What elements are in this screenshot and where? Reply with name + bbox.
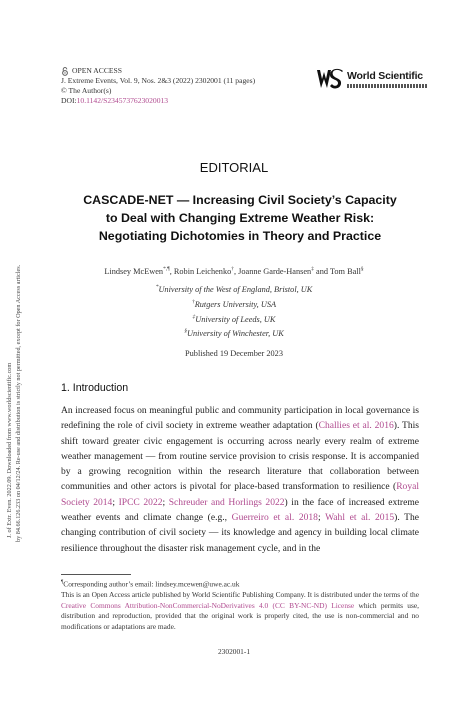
citation-link[interactable]: Royal Society 2014	[61, 481, 419, 508]
author-list	[0, 266, 468, 276]
license-text: which permits use, distribution and reproduction, provided that the original work is properly cited, the use is non-commercial and no modifications or adaptations are made.	[61, 600, 419, 631]
logo-subtitle-strip	[347, 84, 427, 88]
author-mark: ‡	[311, 266, 314, 272]
citation-separator: ;	[162, 496, 169, 508]
citation-link[interactable]: Challies et al. 2016	[318, 420, 394, 432]
affiliation-mark: §	[184, 328, 187, 335]
doi-row	[61, 96, 255, 106]
corresponding-author-note	[61, 578, 419, 590]
citation-link[interactable]: Wahl et al. 2015	[325, 512, 395, 524]
body-paragraph	[61, 403, 419, 556]
title-line-2: to Deal with Changing Extreme Weather Risk:	[105, 211, 375, 225]
affiliations	[0, 281, 468, 340]
citation-separator: ;	[317, 512, 326, 524]
title-line-1: CASCADE-NET — Increasing Civil Society’s Capacity	[83, 193, 397, 207]
affiliation-text: University of the West of England, Bristol, UK	[158, 284, 313, 294]
affiliation-mark: †	[191, 298, 195, 305]
author-name: Lindsey McEwen	[104, 266, 164, 276]
affiliation-mark: ‡	[192, 313, 196, 320]
author-name: Robin Leichenko	[173, 266, 232, 276]
author-separator: and	[313, 266, 330, 276]
affiliation-text: Rutgers University, USA	[194, 299, 277, 309]
author-separator: ,	[234, 266, 239, 276]
license-note	[61, 590, 419, 632]
affiliation-text: University of Winchester, UK	[186, 329, 284, 339]
affiliation	[0, 296, 468, 311]
license-text: This is an Open Access article published by World Scientific Publishing Company. It is distributed under the terms of the	[61, 590, 419, 600]
footnote-rule	[61, 574, 131, 575]
affiliation	[0, 281, 468, 296]
doi-label: DOI:	[61, 96, 77, 105]
open-access-lock-icon	[61, 67, 69, 76]
logo-text-block	[347, 70, 427, 88]
author-separator: ,	[169, 266, 174, 276]
citation-link[interactable]: Schreuder and Horlings 2022	[168, 496, 285, 508]
author-mark: *,¶	[163, 266, 170, 272]
body-text: ) in the face of increased extreme weather events and climate change (e.g.,	[61, 496, 419, 524]
world-scientific-emblem-icon	[316, 67, 344, 91]
author-name: Joanne Garde-Hansen	[238, 266, 312, 276]
affiliation	[0, 311, 468, 326]
journal-citation: J. Extreme Events, Vol. 9, Nos. 2&3 (2022) 2302001 (11 pages)	[61, 76, 256, 85]
page-number: 2302001-1	[217, 647, 251, 656]
author-mark: †	[231, 266, 234, 272]
published-date: Published 19 December 2023	[185, 349, 283, 358]
license-link[interactable]: Creative Commons Attribution-NonCommercial-NoDerivatives 4.0 (CC BY-NC-ND) License	[61, 600, 355, 610]
author-name: Tom Ball	[329, 266, 361, 276]
affiliation-text: University of Leeds, UK	[195, 314, 276, 324]
publisher-name: World Scientific	[347, 70, 423, 82]
title-line-3: Negotiating Dichotomies in Theory and Practice	[98, 229, 382, 243]
body-text: ). The changing contribution of civil society — its knowledge and agency in building local climate resilience throughout the disaster risk management cycle, and in the	[61, 512, 420, 554]
citation-link[interactable]: IPCC 2022	[118, 496, 163, 508]
footnote	[61, 578, 419, 632]
body-text: An increased focus on meaningful public and community participation in local governance is redefining the role of civil society in extreme weather adaptation (	[61, 405, 419, 432]
article-title	[60, 191, 420, 245]
affiliation-mark: *	[155, 284, 159, 290]
open-access-row	[61, 66, 255, 76]
watermark-line-1: J. of Extr. Even. 2022.09. Downloaded from www.worldscientific.com	[6, 362, 13, 538]
watermark-line-2: by 84.66.126.233 on 04/12/24. Re-use and distribution is strictly not permitted, except for Open Access articles.	[15, 264, 22, 542]
footnote-mark: ¶	[61, 580, 64, 585]
article-type: EDITORIAL	[199, 160, 269, 175]
author-mark: §	[360, 266, 364, 272]
citation-separator: ;	[112, 496, 119, 508]
journal-meta	[61, 66, 255, 106]
copyright: © The Author(s)	[61, 86, 112, 95]
world-scientific-logo	[316, 64, 430, 94]
open-access-label: OPEN ACCESS	[72, 66, 123, 75]
affiliation	[0, 325, 468, 340]
body-text: ). This shift toward greater civic engagement is occurring across nearly every realm of extreme weather management — from routine service provision to crisis response. It is accompanied by a growing recognition within the research literature that collaboration between communities and other actors is pivotal for place-based transformation to resilience (	[61, 420, 419, 493]
citation-link[interactable]: Guerreiro et al. 2018	[231, 512, 318, 524]
section-heading: 1. Introduction	[61, 382, 129, 394]
corresponding-email: Corresponding author’s email: lindsey.mcewen@uwe.ac.uk	[63, 579, 240, 589]
doi-link[interactable]: 10.1142/S2345737623020013	[76, 96, 169, 105]
